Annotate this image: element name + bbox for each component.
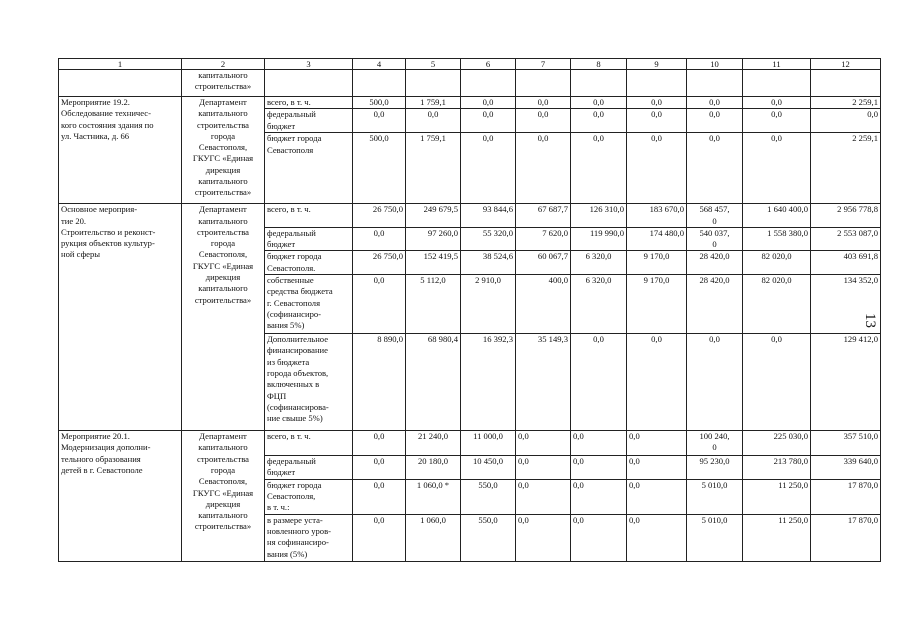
value-cell: 183 670,0 — [627, 204, 687, 228]
page-sheet — [58, 58, 881, 562]
table-row — [59, 97, 881, 109]
department-cell — [182, 97, 265, 204]
department-cell — [182, 431, 265, 562]
empty-cell — [743, 70, 811, 97]
value-cell: 0,0 — [353, 227, 406, 251]
value-cell: 0,0 — [353, 479, 406, 514]
empty-cell — [516, 70, 571, 97]
value-cell: 68 980,4 — [406, 334, 461, 431]
value-cell: 8 890,0 — [353, 334, 406, 431]
value-cell: 97 260,0 — [406, 227, 461, 251]
value-cell: 55 320,0 — [461, 227, 516, 251]
value-cell: 0,0 — [516, 456, 571, 480]
value-cell: 0,0 — [353, 514, 406, 561]
value-cell: 0,0 — [516, 431, 571, 456]
value-cell: 0,0 — [516, 133, 571, 204]
value-cell: 2 259,1 — [811, 97, 881, 109]
value-cell: 0,0 — [743, 133, 811, 204]
value-cell: 1 759,1 — [406, 133, 461, 204]
value-cell: 67 687,7 — [516, 204, 571, 228]
value-cell: 26 750,0 — [353, 251, 406, 275]
value-cell: 0,0 — [406, 109, 461, 133]
value-cell: 550,0 — [461, 479, 516, 514]
department-text: Департамент капитального строительства города Севастополя, ГКУГС «Единая дирекция капитального строительства» — [192, 97, 254, 198]
col-header: 4 — [353, 59, 406, 70]
value-cell: 0,0 — [516, 479, 571, 514]
value-cell: 0,0 — [811, 109, 881, 133]
value-cell: 0,0 — [353, 109, 406, 133]
value-cell: 0,0 — [461, 109, 516, 133]
value-cell: 20 180,0 — [406, 456, 461, 480]
value-cell: 100 240, 0 — [687, 431, 743, 456]
value-cell: 500,0 — [353, 97, 406, 109]
empty-cell — [687, 70, 743, 97]
col-header: 1 — [59, 59, 182, 70]
value-cell: 0,0 — [627, 109, 687, 133]
value-cell: 38 524,6 — [461, 251, 516, 275]
funding-source: всего, в т. ч. — [265, 431, 353, 456]
value-cell: 0,0 — [516, 109, 571, 133]
value-cell: 0,0 — [516, 97, 571, 109]
value-cell: 2 553 087,0 — [811, 227, 881, 251]
funding-source: всего, в т. ч. — [265, 97, 353, 109]
col-header: 11 — [743, 59, 811, 70]
funding-source: бюджет города Севастополя, в т. ч.: — [265, 479, 353, 514]
measure-name-cell — [59, 97, 182, 204]
department-text: Департамент капитального строительства города Севастополя, ГКУГС «Единая дирекция капитального строительства» — [192, 204, 254, 305]
value-cell: 11 250,0 — [743, 514, 811, 561]
value-cell: 0,0 — [627, 479, 687, 514]
value-cell: 0,0 — [571, 456, 627, 480]
measure-name-cell — [59, 204, 182, 431]
value-cell: 82 020,0 — [743, 275, 811, 334]
value-cell: 1 558 380,0 — [743, 227, 811, 251]
col-header: 3 — [265, 59, 353, 70]
measure-name: Мероприятие 20.1. Модернизация дополни- тельного образования детей в г. Севастополе — [61, 431, 151, 475]
value-cell: 0,0 — [571, 431, 627, 456]
budget-table — [58, 58, 881, 562]
value-cell: 93 844,6 — [461, 204, 516, 228]
value-cell: 568 457, 0 — [687, 204, 743, 228]
value-cell: 0,0 — [353, 275, 406, 334]
value-cell: 403 691,8 — [811, 251, 881, 275]
value-cell: 0,0 — [743, 109, 811, 133]
value-cell: 0,0 — [627, 514, 687, 561]
col-header: 6 — [461, 59, 516, 70]
value-cell: 0,0 — [687, 109, 743, 133]
value-cell: 1 060,0 * — [406, 479, 461, 514]
department-cell — [182, 204, 265, 431]
value-cell: 249 679,5 — [406, 204, 461, 228]
value-cell: 0,0 — [687, 133, 743, 204]
value-cell: 0,0 — [571, 97, 627, 109]
empty-cell — [353, 70, 406, 97]
col-header: 12 — [811, 59, 881, 70]
table-row — [59, 204, 881, 228]
value-cell: 400,0 — [516, 275, 571, 334]
value-cell: 152 419,5 — [406, 251, 461, 275]
value-cell: 9 170,0 — [627, 251, 687, 275]
empty-cell — [406, 70, 461, 97]
value-cell: 126 310,0 — [571, 204, 627, 228]
empty-cell — [811, 70, 881, 97]
col-header: 5 — [406, 59, 461, 70]
value-cell: 6 320,0 — [571, 251, 627, 275]
measure-name-cell — [59, 431, 182, 562]
value-cell: 17 870,0 — [811, 479, 881, 514]
value-cell: 225 030,0 — [743, 431, 811, 456]
value-cell: 60 067,7 — [516, 251, 571, 275]
value-cell: 17 870,0 — [811, 514, 881, 561]
value-cell: 0,0 — [627, 431, 687, 456]
funding-source: федеральный бюджет — [265, 227, 353, 251]
department-text: Департамент капитального строительства города Севастополя, ГКУГС «Единая дирекция капитального строительства» — [192, 431, 254, 532]
value-cell: 5 010,0 — [687, 479, 743, 514]
value-cell: 2 259,1 — [811, 133, 881, 204]
value-cell: 5 010,0 — [687, 514, 743, 561]
value-cell: 550,0 — [461, 514, 516, 561]
value-cell: 6 320,0 — [571, 275, 627, 334]
value-cell: 11 250,0 — [743, 479, 811, 514]
value-cell: 0,0 — [627, 97, 687, 109]
funding-source: собственные средства бюджета г. Севастополя (софинансиро- вания 5%) — [265, 275, 353, 334]
page-number: 13 — [862, 313, 878, 328]
col-header: 2 — [182, 59, 265, 70]
value-cell: 0,0 — [461, 133, 516, 204]
funding-source: федеральный бюджет — [265, 109, 353, 133]
value-cell: 174 480,0 — [627, 227, 687, 251]
value-cell: 0,0 — [461, 97, 516, 109]
column-number-row — [59, 59, 881, 70]
measure-name: Мероприятие 19.2. Обследование техничес- кого состояния здания по ул. Частника, д. 66 — [61, 97, 154, 141]
value-cell: 213 780,0 — [743, 456, 811, 480]
value-cell: 2 910,0 — [461, 275, 516, 334]
funding-source: бюджет города Севастополя — [265, 133, 353, 204]
funding-source: бюджет города Севастополя. — [265, 251, 353, 275]
measure-name: Основное мероприя- тие 20. Строительство и реконст- рукция объектов культур- ной сферы — [61, 204, 156, 260]
value-cell: 1 060,0 — [406, 514, 461, 561]
value-cell: 1 759,1 — [406, 97, 461, 109]
value-cell: 0,0 — [353, 431, 406, 456]
value-cell: 0,0 — [627, 334, 687, 431]
value-cell: 95 230,0 — [687, 456, 743, 480]
value-cell: 339 640,0 — [811, 456, 881, 480]
empty-cell — [571, 70, 627, 97]
value-cell: 11 000,0 — [461, 431, 516, 456]
col-header: 7 — [516, 59, 571, 70]
value-cell: 1 640 400,0 — [743, 204, 811, 228]
value-cell: 134 352,0 — [811, 275, 881, 334]
value-cell: 35 149,3 — [516, 334, 571, 431]
value-cell: 10 450,0 — [461, 456, 516, 480]
value-cell: 540 037, 0 — [687, 227, 743, 251]
value-cell: 0,0 — [687, 97, 743, 109]
value-cell: 26 750,0 — [353, 204, 406, 228]
empty-cell — [461, 70, 516, 97]
funding-source: всего, в т. ч. — [265, 204, 353, 228]
value-cell: 28 420,0 — [687, 251, 743, 275]
funding-source: Дополнительное финансирование из бюджета города объектов, включенных в ФЦП (софинансирова- ние свыше 5%) — [265, 334, 353, 431]
col-header: 9 — [627, 59, 687, 70]
value-cell: 0,0 — [743, 97, 811, 109]
funding-source: в размере уста- новленного уров- ня софинансиро- вания (5%) — [265, 514, 353, 561]
value-cell: 357 510,0 — [811, 431, 881, 456]
value-cell: 16 392,3 — [461, 334, 516, 431]
department-cell — [182, 70, 265, 97]
value-cell: 5 112,0 — [406, 275, 461, 334]
value-cell: 0,0 — [627, 456, 687, 480]
empty-cell — [59, 70, 182, 97]
value-cell: 28 420,0 — [687, 275, 743, 334]
value-cell: 0,0 — [571, 334, 627, 431]
table-row — [59, 431, 881, 456]
value-cell: 119 990,0 — [571, 227, 627, 251]
value-cell: 9 170,0 — [627, 275, 687, 334]
value-cell: 0,0 — [353, 456, 406, 480]
department-text: капитального строительства» — [194, 70, 252, 92]
value-cell: 0,0 — [571, 514, 627, 561]
value-cell: 0,0 — [627, 133, 687, 204]
value-cell: 0,0 — [571, 479, 627, 514]
value-cell: 0,0 — [571, 109, 627, 133]
value-cell: 21 240,0 — [406, 431, 461, 456]
value-cell: 129 412,0 — [811, 334, 881, 431]
value-cell: 82 020,0 — [743, 251, 811, 275]
value-cell: 0,0 — [571, 133, 627, 204]
value-cell: 500,0 — [353, 133, 406, 204]
value-cell: 2 956 778,8 — [811, 204, 881, 228]
value-cell: 0,0 — [516, 514, 571, 561]
value-cell: 0,0 — [743, 334, 811, 431]
col-header: 10 — [687, 59, 743, 70]
value-cell: 0,0 — [687, 334, 743, 431]
continuation-row — [59, 70, 881, 97]
value-cell: 7 620,0 — [516, 227, 571, 251]
col-header: 8 — [571, 59, 627, 70]
empty-cell — [265, 70, 353, 97]
funding-source: федеральный бюджет — [265, 456, 353, 480]
empty-cell — [627, 70, 687, 97]
